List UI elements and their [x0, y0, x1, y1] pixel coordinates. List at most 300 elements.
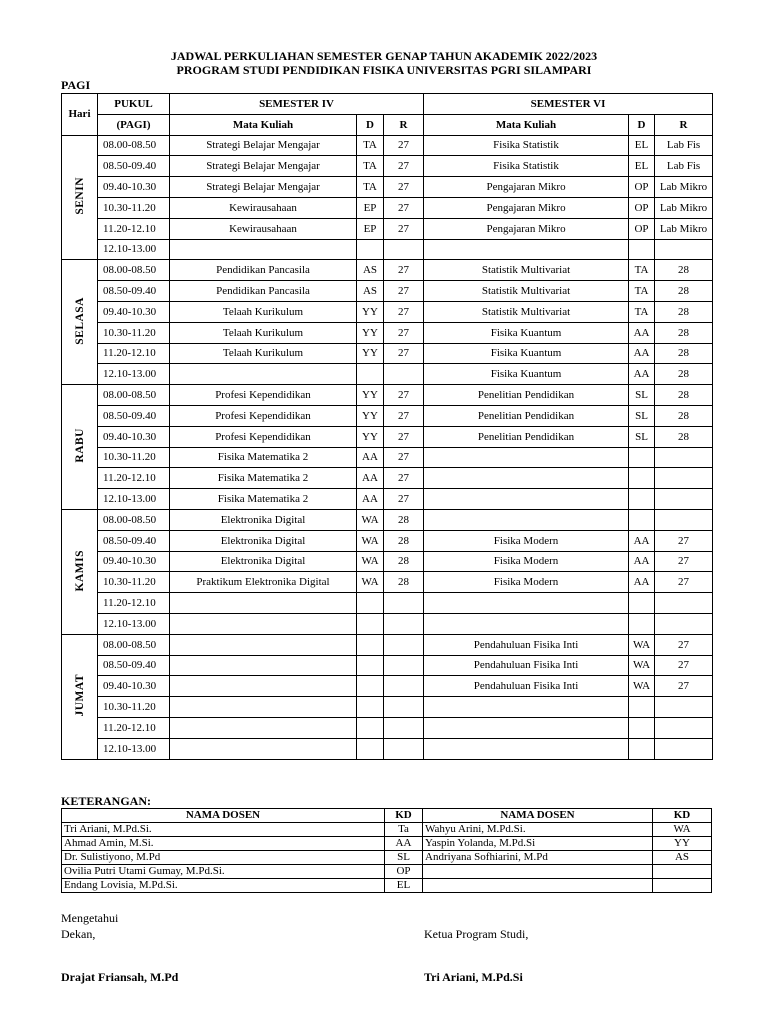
- lecturer-name: [423, 865, 653, 879]
- sem6-room-cell: [655, 738, 713, 759]
- signature-left-line2: Dekan,: [61, 927, 96, 941]
- sem4-lecturer-code-cell: YY: [357, 405, 384, 426]
- sem4-lecturer-code-cell: [357, 364, 384, 385]
- sem4-lecturer-code-cell: [357, 676, 384, 697]
- schedule-row: [62, 218, 713, 239]
- lecturer-code: [653, 879, 712, 893]
- sem6-course-cell: Fisika Statistik: [424, 135, 629, 156]
- sem4-lecturer-code-cell: TA: [357, 177, 384, 198]
- header-pukul-sub: (PAGI): [98, 114, 170, 135]
- sem6-lecturer-code-cell: AA: [629, 530, 655, 551]
- time-cell: 08.50-09.40: [98, 530, 170, 551]
- time-cell: 09.40-10.30: [98, 676, 170, 697]
- day-label: KAMIS: [73, 549, 86, 592]
- sem4-room-cell: 27: [384, 426, 424, 447]
- sem6-room-cell: [655, 489, 713, 510]
- lecturer-name: [423, 879, 653, 893]
- sem6-course-cell: Pengajaran Mikro: [424, 197, 629, 218]
- time-cell: 09.40-10.30: [98, 551, 170, 572]
- header-hari: Hari: [62, 94, 98, 136]
- schedule-row: [62, 322, 713, 343]
- time-cell: 11.20-12.10: [98, 343, 170, 364]
- schedule-row: [62, 177, 713, 198]
- sem4-room-cell: [384, 593, 424, 614]
- time-cell: 08.50-09.40: [98, 156, 170, 177]
- schedule-body: [62, 135, 713, 759]
- time-cell: 09.40-10.30: [98, 426, 170, 447]
- day-label: JUMAT: [73, 673, 86, 717]
- schedule-row: [62, 468, 713, 489]
- sem6-lecturer-code-cell: AA: [629, 572, 655, 593]
- schedule-row: [62, 301, 713, 322]
- sem6-lecturer-code-cell: WA: [629, 634, 655, 655]
- sem6-room-cell: 27: [655, 634, 713, 655]
- sem6-lecturer-code-cell: [629, 613, 655, 634]
- lecturer-code: AS: [653, 851, 712, 865]
- sem6-lecturer-code-cell: OP: [629, 218, 655, 239]
- day-cell: [62, 509, 98, 634]
- sem6-room-cell: 27: [655, 530, 713, 551]
- sem6-course-cell: Pendahuluan Fisika Inti: [424, 676, 629, 697]
- sem4-lecturer-code-cell: YY: [357, 385, 384, 406]
- sem6-lecturer-code-cell: [629, 489, 655, 510]
- sem6-course-cell: Fisika Kuantum: [424, 322, 629, 343]
- schedule-row: [62, 697, 713, 718]
- sem4-lecturer-code-cell: [357, 697, 384, 718]
- sem6-room-cell: [655, 447, 713, 468]
- sem6-lecturer-code-cell: [629, 509, 655, 530]
- day-label: SELASA: [73, 296, 86, 345]
- sem6-room-cell: Lab Mikro: [655, 177, 713, 198]
- lecturer-row: [62, 837, 712, 851]
- sem6-room-cell: 28: [655, 426, 713, 447]
- sem4-lecturer-code-cell: YY: [357, 426, 384, 447]
- sem4-room-cell: 27: [384, 260, 424, 281]
- sem4-room-cell: 27: [384, 468, 424, 489]
- lecturer-name: Tri Ariani, M.Pd.Si.: [62, 823, 385, 837]
- schedule-row: [62, 426, 713, 447]
- lecturer-header-name: NAMA DOSEN: [423, 809, 653, 823]
- time-cell: 08.50-09.40: [98, 405, 170, 426]
- lecturer-row: [62, 823, 712, 837]
- sem6-room-cell: 28: [655, 405, 713, 426]
- sem6-course-cell: [424, 447, 629, 468]
- sem4-course-cell: Strategi Belajar Mengajar: [170, 177, 357, 198]
- sem6-room-cell: [655, 613, 713, 634]
- sem6-lecturer-code-cell: [629, 239, 655, 260]
- schedule-row: [62, 717, 713, 738]
- signature-left-line1: Mengetahui: [61, 911, 119, 925]
- time-cell: 09.40-10.30: [98, 177, 170, 198]
- signature-right-name: Tri Ariani, M.Pd.Si: [424, 970, 523, 984]
- sem4-lecturer-code-cell: [357, 717, 384, 738]
- sem6-room-cell: [655, 468, 713, 489]
- lecturer-code: [653, 865, 712, 879]
- sem6-course-cell: Statistik Multivariat: [424, 301, 629, 322]
- schedule-row: [62, 364, 713, 385]
- sem4-room-cell: 27: [384, 322, 424, 343]
- sem4-lecturer-code-cell: WA: [357, 509, 384, 530]
- header-pukul: PUKUL: [98, 94, 170, 115]
- sem6-course-cell: Fisika Modern: [424, 530, 629, 551]
- schedule-row: [62, 135, 713, 156]
- sem6-course-cell: Penelitian Pendidikan: [424, 426, 629, 447]
- sem4-course-cell: [170, 593, 357, 614]
- sem4-room-cell: [384, 697, 424, 718]
- time-cell: 10.30-11.20: [98, 197, 170, 218]
- time-cell: 12.10-13.00: [98, 489, 170, 510]
- sem4-course-cell: Fisika Matematika 2: [170, 468, 357, 489]
- sem4-lecturer-code-cell: AS: [357, 281, 384, 302]
- schedule-row: [62, 385, 713, 406]
- sem4-course-cell: [170, 676, 357, 697]
- time-cell: 08.00-08.50: [98, 509, 170, 530]
- time-cell: 08.00-08.50: [98, 260, 170, 281]
- time-cell: 08.00-08.50: [98, 135, 170, 156]
- time-cell: 09.40-10.30: [98, 301, 170, 322]
- time-cell: 10.30-11.20: [98, 572, 170, 593]
- sem6-course-cell: [424, 239, 629, 260]
- sem6-lecturer-code-cell: SL: [629, 385, 655, 406]
- time-cell: 10.30-11.20: [98, 322, 170, 343]
- sem6-room-cell: 28: [655, 322, 713, 343]
- schedule-row: [62, 634, 713, 655]
- sem4-lecturer-code-cell: YY: [357, 343, 384, 364]
- sem4-lecturer-code-cell: YY: [357, 322, 384, 343]
- sem6-room-cell: 28: [655, 385, 713, 406]
- sem4-lecturer-code-cell: [357, 593, 384, 614]
- header-d-iv: D: [357, 114, 384, 135]
- sem4-lecturer-code-cell: EP: [357, 197, 384, 218]
- sem4-course-cell: Telaah Kurikulum: [170, 322, 357, 343]
- sem4-course-cell: Pendidikan Pancasila: [170, 281, 357, 302]
- sem6-lecturer-code-cell: SL: [629, 405, 655, 426]
- sem6-room-cell: [655, 697, 713, 718]
- sem4-room-cell: 27: [384, 489, 424, 510]
- sem4-room-cell: [384, 634, 424, 655]
- sem4-lecturer-code-cell: YY: [357, 301, 384, 322]
- sem6-course-cell: [424, 717, 629, 738]
- sem6-room-cell: 28: [655, 301, 713, 322]
- sem6-lecturer-code-cell: AA: [629, 364, 655, 385]
- header-semester-vi: SEMESTER VI: [424, 94, 713, 115]
- sem6-lecturer-code-cell: AA: [629, 322, 655, 343]
- sem6-room-cell: 28: [655, 343, 713, 364]
- sem6-course-cell: Pendahuluan Fisika Inti: [424, 655, 629, 676]
- sem6-course-cell: [424, 509, 629, 530]
- keterangan-label: KETERANGAN:: [61, 794, 152, 808]
- sem6-room-cell: 28: [655, 281, 713, 302]
- schedule-table: [61, 93, 713, 760]
- schedule-row: [62, 530, 713, 551]
- sem4-course-cell: [170, 738, 357, 759]
- sem4-lecturer-code-cell: TA: [357, 135, 384, 156]
- sem4-room-cell: 27: [384, 281, 424, 302]
- time-cell: 08.00-08.50: [98, 385, 170, 406]
- schedule-row: [62, 197, 713, 218]
- sem6-lecturer-code-cell: [629, 593, 655, 614]
- sem4-room-cell: 27: [384, 135, 424, 156]
- sem4-course-cell: Profesi Kependidikan: [170, 405, 357, 426]
- header-semester-iv: SEMESTER IV: [170, 94, 424, 115]
- sem4-room-cell: 28: [384, 551, 424, 572]
- sem6-course-cell: Fisika Kuantum: [424, 343, 629, 364]
- lecturer-name: Wahyu Arini, M.Pd.Si.: [423, 823, 653, 837]
- sem4-room-cell: [384, 613, 424, 634]
- sem4-lecturer-code-cell: WA: [357, 551, 384, 572]
- sem4-lecturer-code-cell: AA: [357, 447, 384, 468]
- session-label: PAGI: [61, 78, 91, 92]
- sem4-room-cell: 27: [384, 177, 424, 198]
- schedule-row: [62, 593, 713, 614]
- header-mata-kuliah-iv: Mata Kuliah: [170, 114, 357, 135]
- sem4-course-cell: Elektronika Digital: [170, 530, 357, 551]
- sem6-course-cell: Fisika Modern: [424, 572, 629, 593]
- sem4-lecturer-code-cell: AS: [357, 260, 384, 281]
- sem4-course-cell: Praktikum Elektronika Digital: [170, 572, 357, 593]
- sem4-course-cell: Kewirausahaan: [170, 197, 357, 218]
- schedule-row: [62, 447, 713, 468]
- sem4-course-cell: [170, 697, 357, 718]
- sem6-lecturer-code-cell: [629, 447, 655, 468]
- time-cell: 12.10-13.00: [98, 738, 170, 759]
- time-cell: 10.30-11.20: [98, 697, 170, 718]
- sem6-lecturer-code-cell: AA: [629, 551, 655, 572]
- sem4-room-cell: [384, 364, 424, 385]
- lecturer-row: [62, 865, 712, 879]
- signature-right-line: Ketua Program Studi,: [424, 927, 529, 941]
- lecturer-name: Andriyana Sofhiarini, M.Pd: [423, 851, 653, 865]
- sem6-course-cell: Pendahuluan Fisika Inti: [424, 634, 629, 655]
- schedule-row: [62, 738, 713, 759]
- lecturer-table: [61, 808, 712, 893]
- sem4-course-cell: Fisika Matematika 2: [170, 489, 357, 510]
- lecturer-code: OP: [385, 865, 423, 879]
- schedule-row: [62, 509, 713, 530]
- sem4-course-cell: Kewirausahaan: [170, 218, 357, 239]
- sem6-course-cell: Fisika Kuantum: [424, 364, 629, 385]
- lecturer-code: EL: [385, 879, 423, 893]
- sem6-lecturer-code-cell: [629, 738, 655, 759]
- sem6-room-cell: 27: [655, 655, 713, 676]
- sem6-course-cell: Statistik Multivariat: [424, 281, 629, 302]
- lecturer-name: Yaspin Yolanda, M.Pd.Si: [423, 837, 653, 851]
- lecturer-header-kd: KD: [653, 809, 712, 823]
- sem4-course-cell: Profesi Kependidikan: [170, 426, 357, 447]
- sem6-lecturer-code-cell: [629, 717, 655, 738]
- lecturer-name: Dr. Sulistiyono, M.Pd: [62, 851, 385, 865]
- sem4-lecturer-code-cell: WA: [357, 572, 384, 593]
- sem6-lecturer-code-cell: WA: [629, 655, 655, 676]
- sem4-lecturer-code-cell: AA: [357, 468, 384, 489]
- sem6-room-cell: [655, 509, 713, 530]
- sem4-course-cell: Telaah Kurikulum: [170, 301, 357, 322]
- schedule-row: [62, 281, 713, 302]
- sem6-room-cell: 27: [655, 551, 713, 572]
- header-r-vi: R: [655, 114, 713, 135]
- sem4-room-cell: 27: [384, 405, 424, 426]
- sem6-course-cell: Penelitian Pendidikan: [424, 405, 629, 426]
- sem6-room-cell: Lab Fis: [655, 156, 713, 177]
- lecturer-body: [62, 823, 712, 893]
- lecturer-code: SL: [385, 851, 423, 865]
- sem6-room-cell: 27: [655, 572, 713, 593]
- sem6-course-cell: Fisika Modern: [424, 551, 629, 572]
- day-cell: [62, 135, 98, 260]
- sem4-room-cell: [384, 676, 424, 697]
- sem4-lecturer-code-cell: WA: [357, 530, 384, 551]
- sem4-course-cell: Elektronika Digital: [170, 509, 357, 530]
- schedule-row: [62, 489, 713, 510]
- sem4-course-cell: [170, 717, 357, 738]
- schedule-row: [62, 613, 713, 634]
- lecturer-row: [62, 851, 712, 865]
- sem6-lecturer-code-cell: SL: [629, 426, 655, 447]
- sem6-room-cell: 28: [655, 364, 713, 385]
- time-cell: 08.50-09.40: [98, 655, 170, 676]
- day-cell: [62, 385, 98, 510]
- sem4-lecturer-code-cell: AA: [357, 489, 384, 510]
- sem4-room-cell: 27: [384, 301, 424, 322]
- sem4-room-cell: 27: [384, 156, 424, 177]
- document-subtitle: PROGRAM STUDI PENDIDIKAN FISIKA UNIVERSITAS PGRI SILAMPARI: [176, 63, 592, 77]
- lecturer-header-name: NAMA DOSEN: [62, 809, 385, 823]
- sem6-lecturer-code-cell: WA: [629, 676, 655, 697]
- schedule-row: [62, 676, 713, 697]
- sem6-lecturer-code-cell: OP: [629, 177, 655, 198]
- sem4-room-cell: 28: [384, 509, 424, 530]
- schedule-header: [62, 94, 713, 136]
- sem4-lecturer-code-cell: [357, 239, 384, 260]
- sem4-room-cell: 28: [384, 572, 424, 593]
- sem6-course-cell: [424, 613, 629, 634]
- sem4-course-cell: [170, 655, 357, 676]
- sem4-lecturer-code-cell: [357, 738, 384, 759]
- lecturer-code: WA: [653, 823, 712, 837]
- sem4-room-cell: [384, 239, 424, 260]
- sem6-lecturer-code-cell: EL: [629, 135, 655, 156]
- time-cell: 11.20-12.10: [98, 218, 170, 239]
- header-r-iv: R: [384, 114, 424, 135]
- time-cell: 08.00-08.50: [98, 634, 170, 655]
- sem4-room-cell: 27: [384, 218, 424, 239]
- sem6-room-cell: [655, 717, 713, 738]
- sem4-lecturer-code-cell: [357, 613, 384, 634]
- sem6-lecturer-code-cell: EL: [629, 156, 655, 177]
- sem4-course-cell: Elektronika Digital: [170, 551, 357, 572]
- sem4-course-cell: [170, 239, 357, 260]
- lecturer-name: Endang Lovisia, M.Pd.Si.: [62, 879, 385, 893]
- day-label: RABU: [73, 428, 86, 463]
- sem4-room-cell: 27: [384, 197, 424, 218]
- schedule-row: [62, 405, 713, 426]
- sem4-room-cell: 27: [384, 385, 424, 406]
- sem6-lecturer-code-cell: TA: [629, 260, 655, 281]
- lecturer-row: [62, 879, 712, 893]
- sem4-lecturer-code-cell: TA: [357, 156, 384, 177]
- lecturer-name: Ahmad Amin, M.Si.: [62, 837, 385, 851]
- sem4-room-cell: [384, 655, 424, 676]
- sem4-room-cell: 27: [384, 343, 424, 364]
- schedule-row: [62, 551, 713, 572]
- time-cell: 11.20-12.10: [98, 593, 170, 614]
- sem6-room-cell: [655, 239, 713, 260]
- sem6-room-cell: Lab Mikro: [655, 197, 713, 218]
- sem6-course-cell: Statistik Multivariat: [424, 260, 629, 281]
- header-d-vi: D: [629, 114, 655, 135]
- sem6-lecturer-code-cell: TA: [629, 301, 655, 322]
- sem6-room-cell: 28: [655, 260, 713, 281]
- lecturer-code: Ta: [385, 823, 423, 837]
- sem4-room-cell: [384, 738, 424, 759]
- sem4-lecturer-code-cell: [357, 655, 384, 676]
- sem4-course-cell: [170, 634, 357, 655]
- schedule-row: [62, 572, 713, 593]
- sem6-lecturer-code-cell: OP: [629, 197, 655, 218]
- sem4-room-cell: [384, 717, 424, 738]
- lecturer-header-kd: KD: [385, 809, 423, 823]
- sem6-lecturer-code-cell: [629, 468, 655, 489]
- sem6-course-cell: Pengajaran Mikro: [424, 218, 629, 239]
- sem6-course-cell: [424, 697, 629, 718]
- schedule-row: [62, 239, 713, 260]
- time-cell: 12.10-13.00: [98, 239, 170, 260]
- sem4-lecturer-code-cell: EP: [357, 218, 384, 239]
- sem6-lecturer-code-cell: TA: [629, 281, 655, 302]
- sem6-course-cell: Fisika Statistik: [424, 156, 629, 177]
- sem6-course-cell: [424, 738, 629, 759]
- sem4-room-cell: 27: [384, 447, 424, 468]
- day-label: SENIN: [73, 177, 86, 215]
- sem4-course-cell: Strategi Belajar Mengajar: [170, 156, 357, 177]
- sem6-lecturer-code-cell: [629, 697, 655, 718]
- sem6-room-cell: [655, 593, 713, 614]
- signature-left-name: Drajat Friansah, M.Pd: [61, 970, 179, 984]
- sem4-course-cell: Pendidikan Pancasila: [170, 260, 357, 281]
- day-cell: [62, 634, 98, 759]
- time-cell: 12.10-13.00: [98, 364, 170, 385]
- sem6-course-cell: [424, 489, 629, 510]
- lecturer-code: YY: [653, 837, 712, 851]
- schedule-row: [62, 655, 713, 676]
- time-cell: 11.20-12.10: [98, 468, 170, 489]
- header-mata-kuliah-vi: Mata Kuliah: [424, 114, 629, 135]
- sem4-course-cell: Strategi Belajar Mengajar: [170, 135, 357, 156]
- sem6-room-cell: 27: [655, 676, 713, 697]
- time-cell: 11.20-12.10: [98, 717, 170, 738]
- sem6-course-cell: Penelitian Pendidikan: [424, 385, 629, 406]
- sem4-course-cell: [170, 613, 357, 634]
- lecturer-code: AA: [385, 837, 423, 851]
- time-cell: 08.50-09.40: [98, 281, 170, 302]
- sem6-room-cell: Lab Fis: [655, 135, 713, 156]
- sem4-course-cell: [170, 364, 357, 385]
- sem4-room-cell: 28: [384, 530, 424, 551]
- time-cell: 10.30-11.20: [98, 447, 170, 468]
- sem4-course-cell: Telaah Kurikulum: [170, 343, 357, 364]
- time-cell: 12.10-13.00: [98, 613, 170, 634]
- sem6-course-cell: [424, 468, 629, 489]
- sem6-room-cell: Lab Mikro: [655, 218, 713, 239]
- sem4-course-cell: Profesi Kependidikan: [170, 385, 357, 406]
- schedule-row: [62, 343, 713, 364]
- sem4-course-cell: Fisika Matematika 2: [170, 447, 357, 468]
- schedule-row: [62, 260, 713, 281]
- sem4-lecturer-code-cell: [357, 634, 384, 655]
- document-title: JADWAL PERKULIAHAN SEMESTER GENAP TAHUN AKADEMIK 2022/2023: [170, 49, 598, 63]
- day-cell: [62, 260, 98, 385]
- schedule-row: [62, 156, 713, 177]
